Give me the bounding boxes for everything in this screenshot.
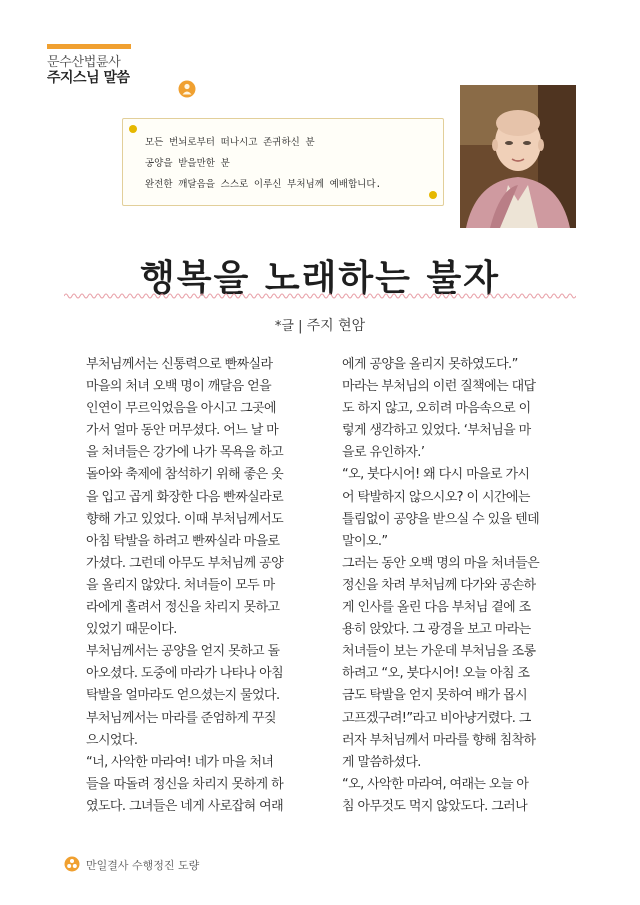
body-line: 돌아와 축제에 참석하기 위해 좋은 옷 — [86, 467, 284, 483]
body-line: 가셨다. 그런데 아무도 부처님께 공양 — [86, 555, 284, 571]
quote-line: 모든 번뇌로부터 떠나시고 존귀하신 분 — [145, 137, 315, 148]
body-line: 마라는 부처님의 이런 질책에는 대답 — [342, 379, 536, 395]
author-name: 주지 현암 — [306, 318, 366, 334]
body-line: 그러는 동안 오백 명의 마을 처녀들은 — [342, 555, 540, 571]
body-line: 렇게 생각하고 있었다. ‘부처님을 마 — [342, 423, 531, 439]
section-name: 문수산법륜사 — [47, 55, 121, 70]
body-line: “오, 붓다시어! 왜 다시 마을로 가시 — [342, 467, 530, 483]
body-line: 게 인사를 올린 다음 부처님 곁에 조 — [342, 600, 531, 616]
body-line: 고프겠구려!”라고 비아냥거렸다. 그 — [342, 710, 531, 726]
quote-box — [122, 118, 444, 206]
body-line: 게 말씀하셨다. — [342, 754, 421, 770]
body-line: 말이오.” — [342, 533, 388, 549]
body-line: 들을 따돌려 정신을 차리지 못하게 하 — [86, 776, 284, 792]
body-line: 아침 탁발을 하려고 빤짜실라 마을로 — [86, 533, 280, 549]
body-line: 어 탁발하지 않으시오? 이 시간에는 — [342, 489, 530, 505]
body-line: 정신을 차려 부처님께 다가와 공손하 — [342, 577, 536, 593]
body-line: 용히 앉았다. 그 광경을 보고 마라는 — [342, 622, 531, 638]
body-line: 을 올리지 않았다. 처녀들이 모두 마 — [86, 577, 275, 593]
quote-line: 공양을 받을만한 분 — [145, 158, 230, 169]
body-line: “오, 사악한 마라여, 여래는 오늘 아 — [342, 776, 529, 792]
body-line: 인연이 무르익었음을 아시고 그곳에 — [86, 401, 276, 417]
body-line: 을 입고 곱게 화장한 다음 빤짜실라로 — [86, 489, 284, 505]
body-line: 금도 탁발을 얻지 못하여 배가 몹시 — [342, 688, 528, 704]
body-line: 하려고 “오, 붓다시어! 오늘 아침 조 — [342, 666, 530, 682]
wave-divider — [64, 292, 576, 300]
body-line: 에게 공양을 올리지 못하였도다.” — [342, 357, 518, 372]
body-line: 탁발을 얼마라도 얻으셨는지 물었다. — [86, 688, 280, 704]
body-column-left — [86, 354, 326, 818]
quote-corner-dot — [429, 191, 437, 199]
quote-line: 완전한 깨달음을 스스로 이루신 부처님께 예배합니다. — [145, 179, 382, 190]
article-title: 행복을 노래하는 불자 — [139, 258, 501, 299]
body-line: 라에게 홀려서 정신을 차리지 못하고 — [86, 600, 280, 616]
body-line: 을로 유인하자.’ — [342, 445, 425, 461]
body-column-right — [342, 354, 582, 818]
section-subtitle: 주지스님 말씀 — [47, 70, 130, 86]
body-line: 부처님께서는 마라를 준엄하게 꾸짖 — [86, 710, 276, 726]
section-accent-bar — [47, 44, 131, 49]
body-line: 부처님께서는 공양을 얻지 못하고 돌 — [86, 644, 280, 660]
monk-portrait-photo — [460, 85, 576, 228]
temple-emblem-icon — [64, 856, 80, 872]
quote-corner-dot — [129, 125, 137, 133]
body-line: 으시었다. — [86, 732, 138, 748]
body-line: 도 하지 않고, 오히려 마음속으로 이 — [342, 401, 531, 417]
byline-prefix: *글 | — [274, 319, 307, 334]
body-line: 가서 얼마 동안 머무셨다. 어느 날 마 — [86, 423, 279, 439]
byline — [0, 315, 640, 335]
footer-text: 만일결사 수행정진 도량 — [86, 859, 200, 872]
body-line: 부처님께서는 신통력으로 빤짜실라 — [86, 357, 273, 372]
body-line: 처녀들이 보는 가운데 부처님을 조롱 — [342, 644, 536, 660]
body-line: 아오셨다. 도중에 마라가 나타나 아침 — [86, 666, 284, 682]
body-line: 러자 부처님께서 마라를 향해 침착하 — [342, 732, 536, 748]
body-line: 향해 가고 있었다. 이때 부처님께서도 — [86, 511, 284, 527]
body-line: 있었기 때문이다. — [86, 622, 177, 638]
body-line: 마을의 처녀 오백 명이 깨달음 얻을 — [86, 379, 272, 395]
body-line: 침 아무것도 먹지 않았도다. 그러나 — [342, 798, 528, 814]
body-line: 을 처녀들은 강가에 나가 목욕을 하고 — [86, 445, 284, 461]
body-line: “너, 사악한 마라여! 네가 마을 처녀 — [86, 754, 274, 770]
monk-figure-icon — [178, 80, 196, 98]
body-line: 였도다. 그녀들은 네게 사로잡혀 여래 — [86, 798, 284, 814]
body-line: 틀림없이 공양을 받으실 수 있을 텐데 — [342, 511, 540, 527]
